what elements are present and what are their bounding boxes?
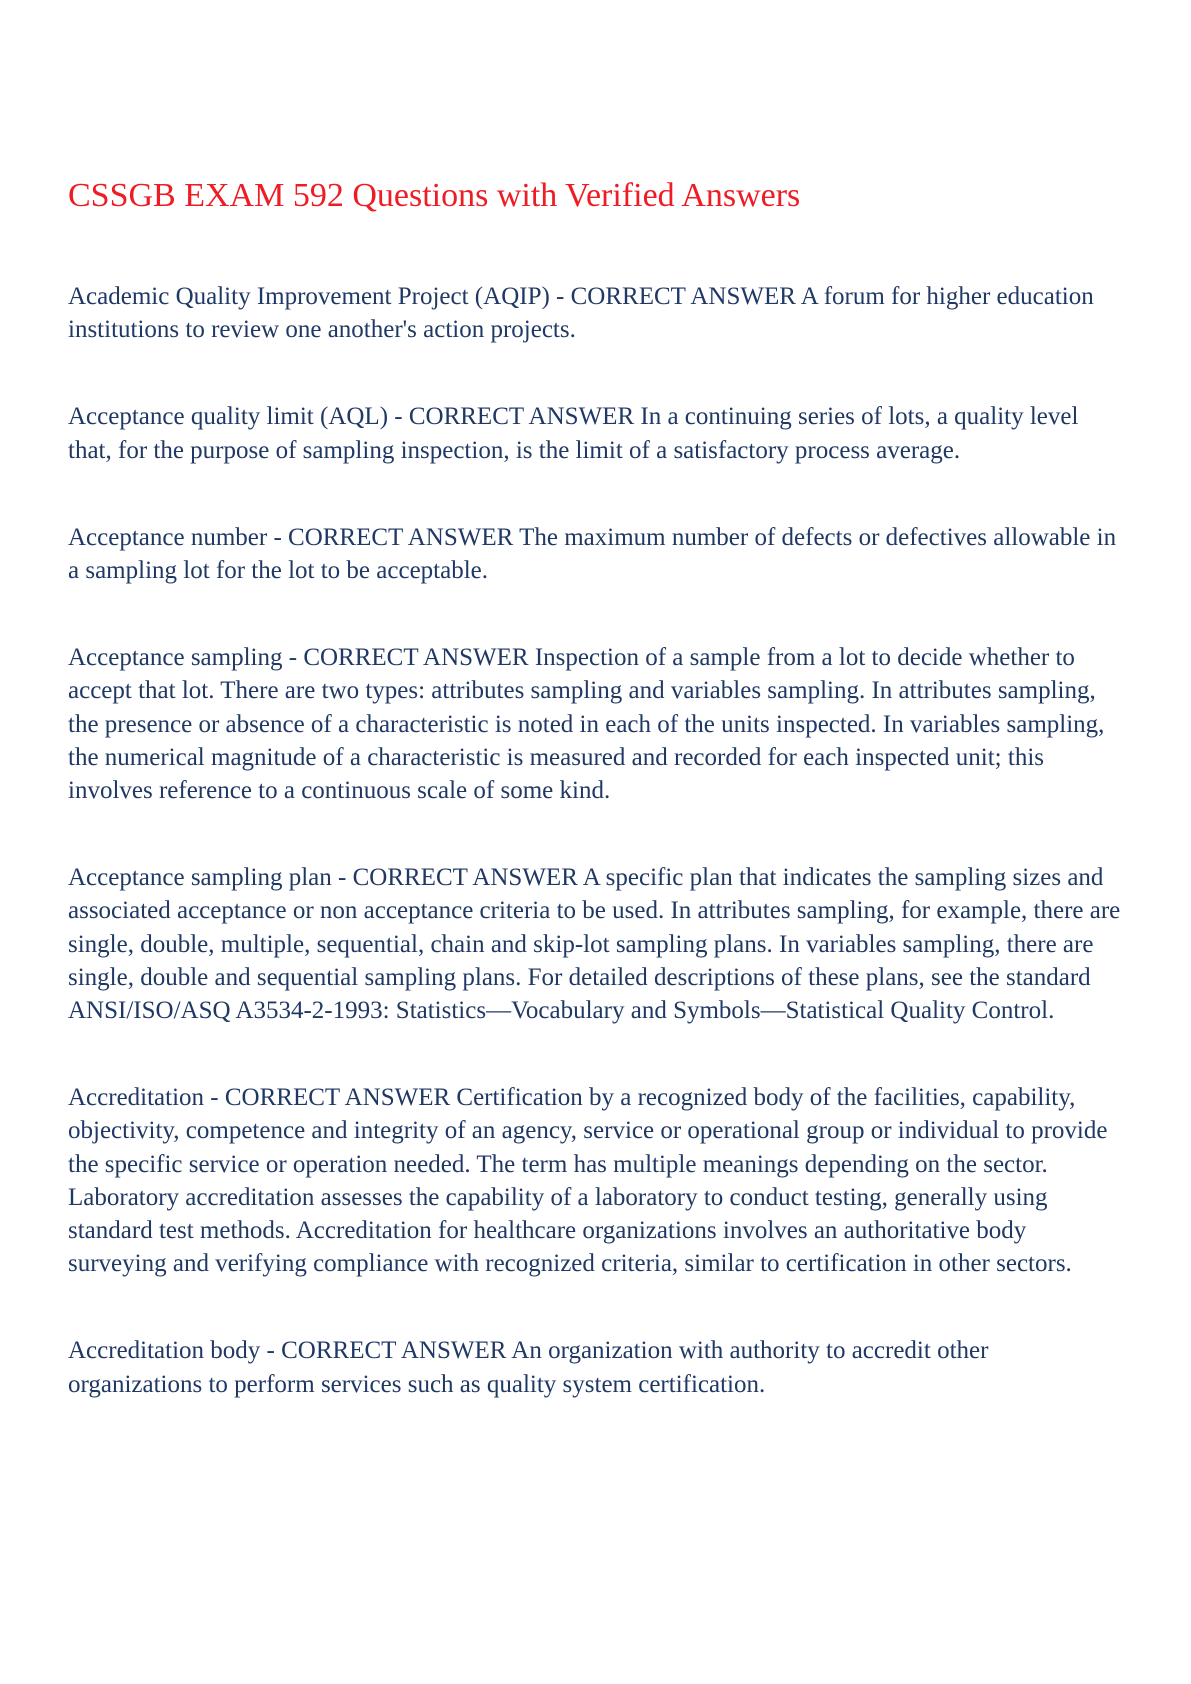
glossary-entry: Acceptance number - CORRECT ANSWER The maximum number of defects or defectives allowable in a sampling lot for the lot to be acceptable.: [68, 523, 1117, 585]
glossary-entry: Acceptance sampling - CORRECT ANSWER Inspection of a sample from a lot to decide whether to accept that lot. There are two types: attributes sampling and variables sampling. In attributes sampling, the presence or absence of a characteristic is noted in each of the units inspected. In variables sampling, the numerical magnitude of a characteristic is measured and recorded for each inspected unit; this involves reference to a continuous scale of some kind.: [68, 644, 1105, 805]
glossary-entry: Acceptance sampling plan - CORRECT ANSWER A specific plan that indicates the sampling sizes and associated acceptance or non acceptance criteria to be used. In attributes sampling, for example, there are single, double, multiple, sequential, chain and skip-lot sampling plans. In variables sampling, there are single, double and sequential sampling plans. For detailed descriptions of these plans, see the standard ANSI/ISO/ASQ A3534-2-1993: Statistics—Vocabulary and Symbols—Statistical Quality Control.: [68, 864, 1121, 1025]
glossary-entry: Accreditation body - CORRECT ANSWER An organization with authority to accredit other organizations to perform services such as quality system certification.: [68, 1337, 989, 1398]
glossary-entry: Accreditation - CORRECT ANSWER Certification by a recognized body of the facilities, capability, objectivity, competence and integrity of an agency, service or operational group or individual to provide the specific service or operation needed. The term has multiple meanings depending on the sector. Laboratory accreditation assesses the capability of a laboratory to conduct testing, generally using standard test methods. Accreditation for healthcare organizations involves an authoritative body surveying and verifying compliance with recognized criteria, similar to certification in other sectors.: [68, 1084, 1108, 1278]
document-title: CSSGB EXAM 592 Questions with Verified Answers: [68, 177, 801, 214]
glossary-entry: Academic Quality Improvement Project (AQIP) - CORRECT ANSWER A forum for higher education institutions to review one another's action projects.: [68, 283, 1094, 344]
glossary-list: [68, 280, 1128, 1401]
glossary-entry: Acceptance quality limit (AQL) - CORRECT ANSWER In a continuing series of lots, a quality level that, for the purpose of sampling inspection, is the limit of a satisfactory process average.: [68, 403, 1079, 464]
